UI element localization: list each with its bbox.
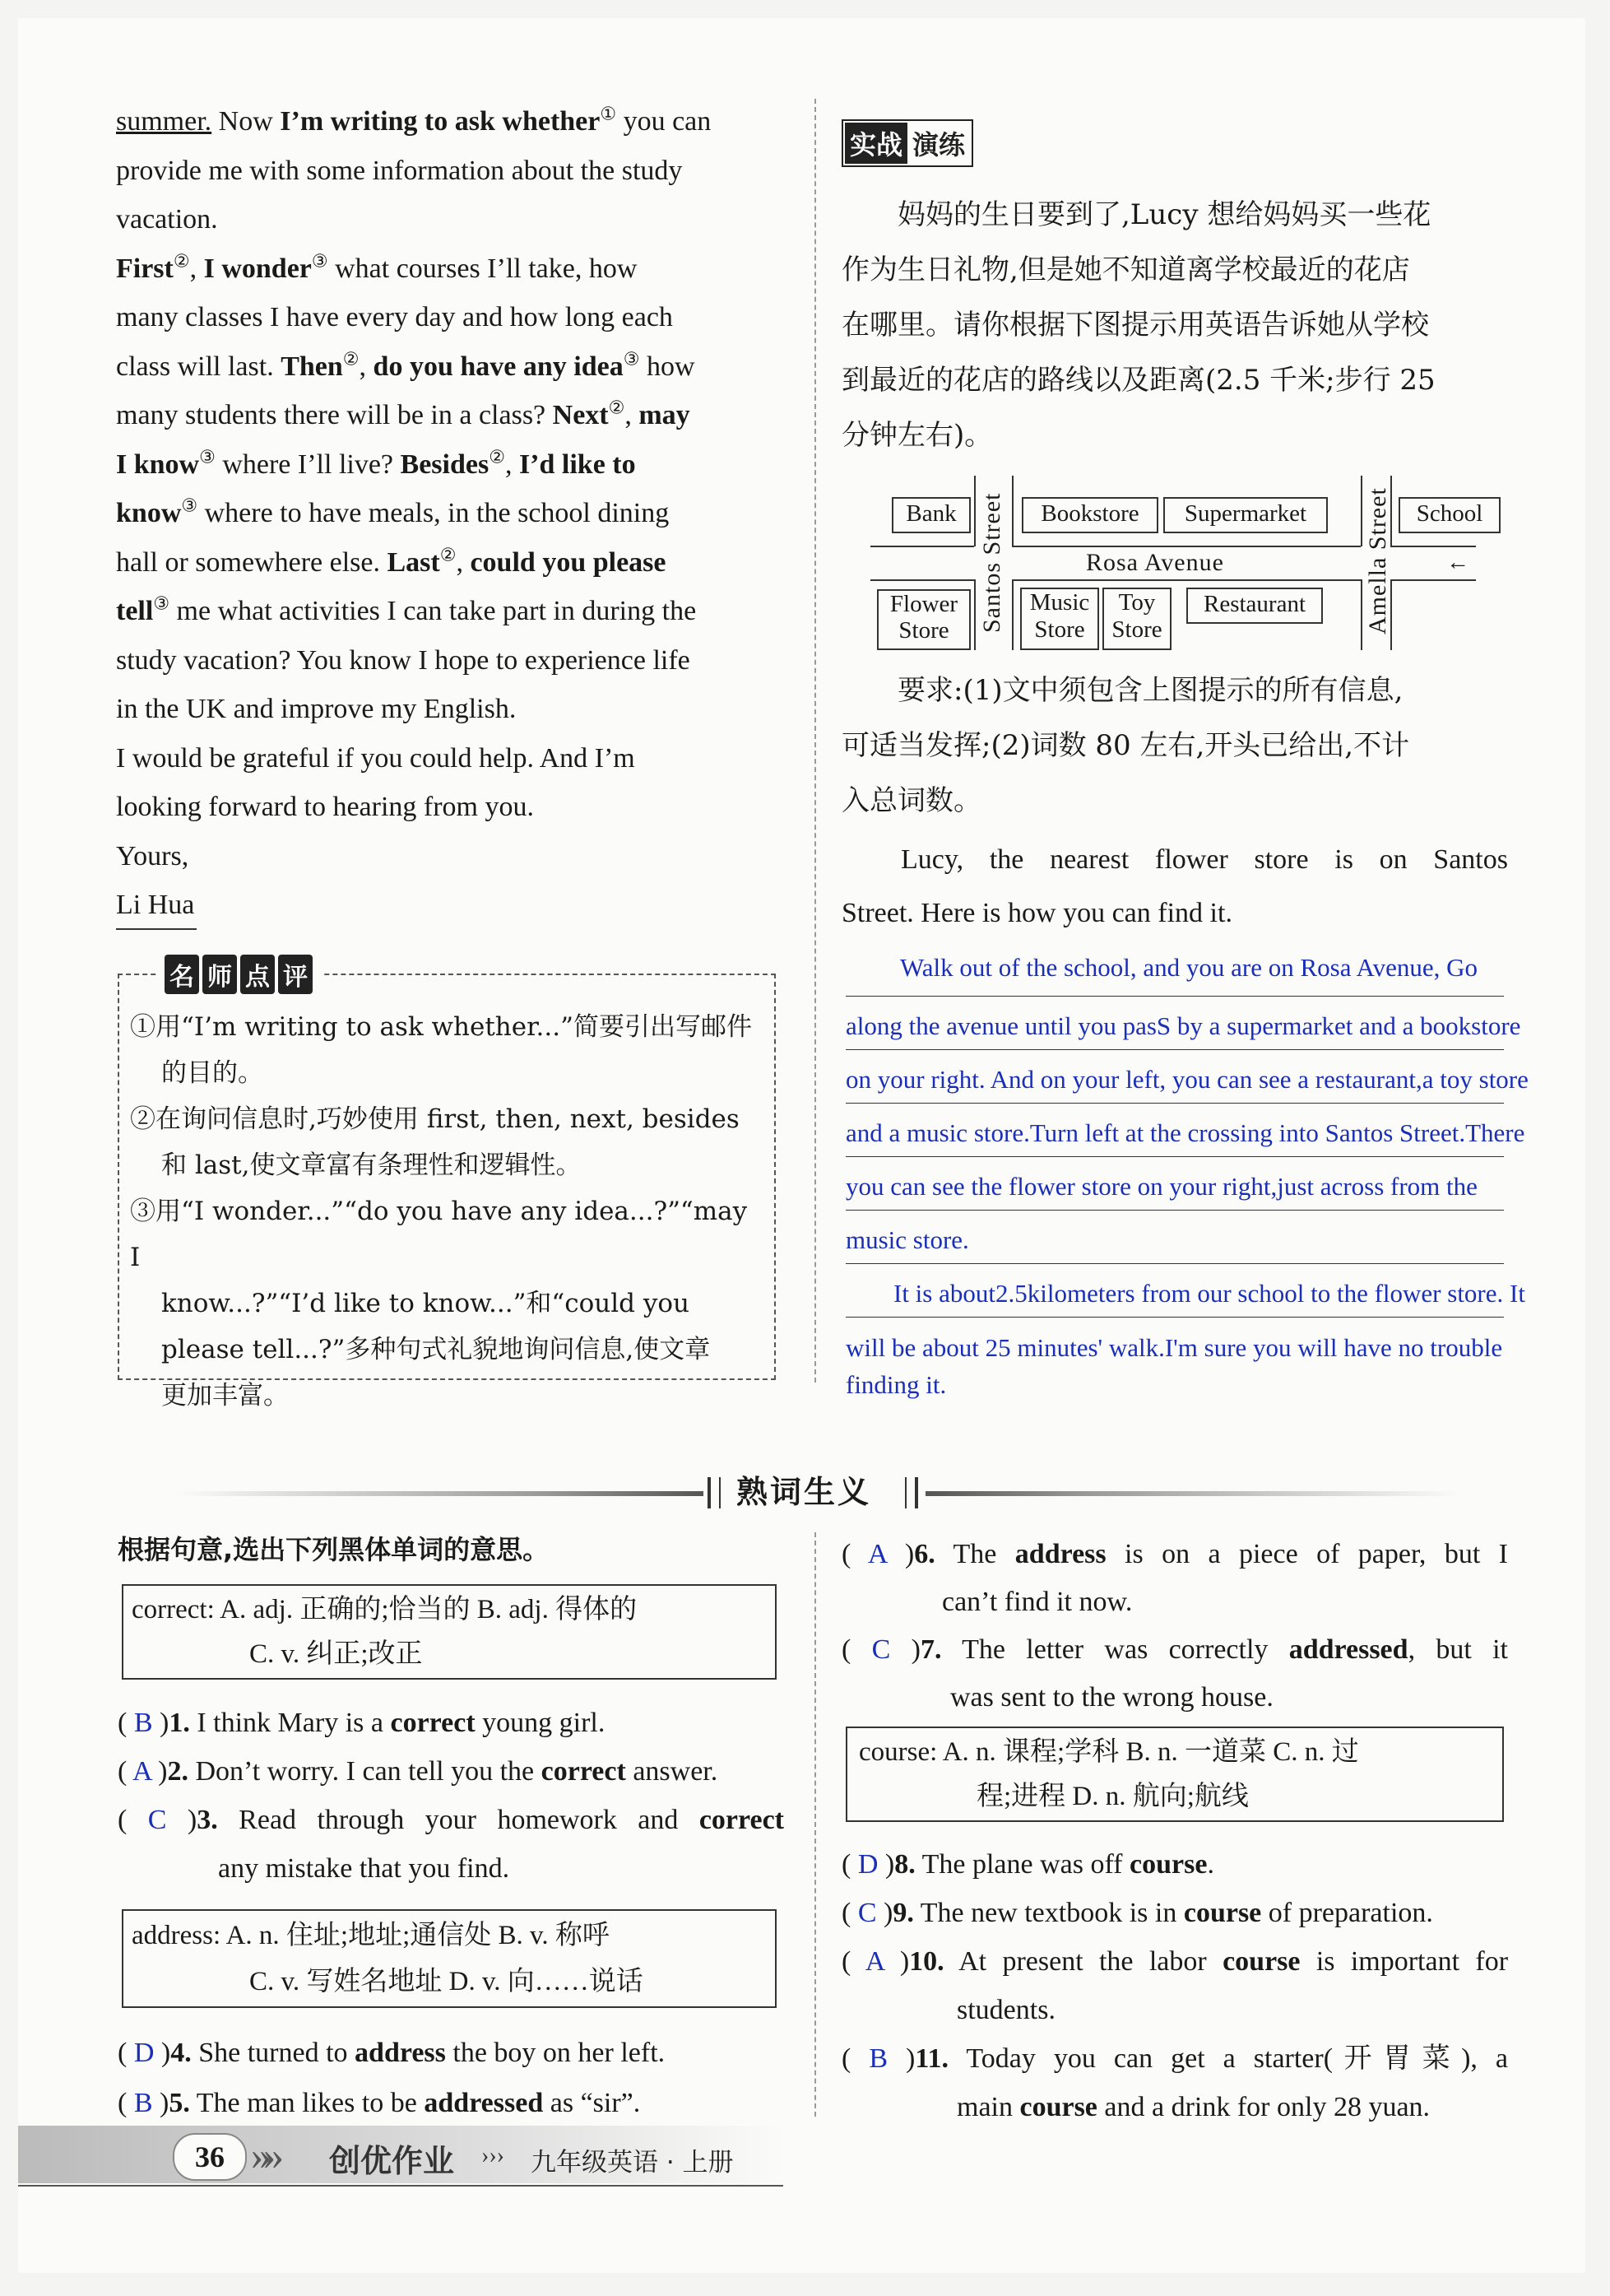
answer-line[interactable]: will be about 25 minutes' walk.I'm sure you will have no trouble bbox=[846, 1333, 1503, 1362]
question-item: ( B )1. I think Mary is a correct young girl. bbox=[118, 1708, 605, 1738]
answer-choice[interactable]: A bbox=[867, 1539, 887, 1569]
practice-prompt bbox=[842, 188, 1508, 463]
answer-choice[interactable]: B bbox=[133, 2088, 153, 2118]
vocab-instruction: 根据句意,选出下列黑体单词的意思。 bbox=[118, 1534, 550, 1565]
footer-chevrons-icon: »» bbox=[251, 2132, 276, 2178]
essay-start bbox=[842, 833, 1508, 940]
question-item: ( A )2. Don’t worry. I can tell you the correct answer. bbox=[118, 1756, 718, 1787]
map-toy-store: Toy Store bbox=[1102, 588, 1172, 650]
vocab-box-line: address: A. n. 住址;地址;通信处 B. v. 称呼 bbox=[132, 1921, 610, 1950]
teacher-note-tags bbox=[156, 955, 324, 994]
letter-line: study vacation? You know I hope to experience life bbox=[116, 644, 690, 676]
section-title: 熟词生义 bbox=[736, 1474, 872, 1510]
vocab-box-line: course: A. n. 课程;学科 B. n. 一道菜 C. n. 过 bbox=[859, 1737, 1359, 1767]
tag-char: 名 bbox=[165, 955, 199, 994]
answer-choice[interactable]: D bbox=[857, 1849, 879, 1880]
prompt-line: 妈妈的生日要到了,Lucy 想给妈妈买一些花 bbox=[898, 198, 1431, 231]
footer-brand: 创优作业 bbox=[329, 2143, 455, 2179]
practice-tag-2: 演练 bbox=[912, 129, 966, 160]
practice-requirements bbox=[842, 663, 1508, 829]
footer-subtitle: 九年级英语 · 上册 bbox=[531, 2148, 734, 2177]
prompt-line: 作为生日礼物,但是她不知道离学校最近的花店 bbox=[842, 253, 1410, 286]
practice-tag-1: 实战 bbox=[845, 123, 907, 164]
letter-line: class will last. Then②, do you have any idea③ how bbox=[116, 348, 695, 382]
answer-line[interactable]: and a music store.Turn left at the crossing into Santos Street.There bbox=[846, 1104, 1504, 1157]
letter-line: looking forward to hearing from you. bbox=[116, 792, 534, 822]
letter-line: provide me with some information about the study bbox=[116, 155, 683, 186]
map-rosa-avenue: Rosa Avenue bbox=[1086, 549, 1224, 576]
vocab-questions-left-2 bbox=[118, 2028, 784, 2128]
answer-choice[interactable]: A bbox=[132, 1756, 151, 1787]
answer-choice[interactable]: C bbox=[147, 1805, 167, 1835]
road-edge bbox=[1390, 579, 1476, 581]
letter-line: I would be grateful if you could help. And I’m bbox=[116, 742, 635, 774]
essay-start-line: Street. Here is how you can find it. bbox=[842, 898, 1232, 928]
note-line: please tell...?”多种句式礼貌地询问信息,使文章 bbox=[161, 1335, 711, 1364]
letter-line: hall or somewhere else. Last②, could you please bbox=[116, 544, 666, 578]
question-cont: was sent to the wrong house. bbox=[950, 1682, 1274, 1713]
vocab-questions-right-2: ( D )8. The plane was off course. ( C )9. The new textbook is in course of preparation. ( A )10. At present the labor course is important for students. ( B )11. Today you can get a starter(开胃菜), a main course and a drink for only 28 yuan. bbox=[842, 1840, 1508, 2131]
answer-line[interactable]: Walk out of the school, and you are on Rosa Avenue, Go bbox=[846, 943, 1504, 997]
answer-choice[interactable]: B bbox=[133, 1708, 153, 1738]
tag-char: 师 bbox=[202, 955, 237, 994]
road-edge bbox=[1390, 546, 1476, 547]
road-edge bbox=[1012, 579, 1361, 581]
section-rule-left bbox=[177, 1491, 703, 1496]
answer-lines bbox=[846, 943, 1529, 1400]
question-item: ( C )9. The new textbook is in course of preparation. bbox=[842, 1898, 1433, 1928]
map-bank: Bank bbox=[892, 497, 971, 533]
vocab-box-line: 程;进程 D. n. 航向;航线 bbox=[977, 1782, 1249, 1811]
vocab-box-line: C. v. 写姓名地址 D. v. 向……说话 bbox=[249, 1967, 643, 1996]
answer-line[interactable]: along the avenue until you pasS by a supermarket and a bookstore bbox=[846, 997, 1504, 1050]
vocab-box-course bbox=[846, 1727, 1504, 1822]
req-line: 入总词数。 bbox=[842, 784, 981, 817]
signature-underline bbox=[116, 928, 197, 930]
question-item: ( C )3. Read through your homework and correct bbox=[118, 1805, 784, 1835]
vocab-questions-left-1 bbox=[118, 1699, 784, 1893]
road-edge bbox=[974, 579, 976, 650]
answer-line[interactable]: finding it. bbox=[846, 1370, 947, 1399]
map-supermarket: Supermarket bbox=[1163, 497, 1328, 533]
answer-choice[interactable]: D bbox=[133, 2038, 155, 2068]
note-line: ①用“I’m writing to ask whether...”简要引出写邮件 bbox=[130, 1012, 752, 1042]
answer-line[interactable]: music store. bbox=[846, 1211, 1504, 1264]
letter-line: know③ where to have meals, in the school dining bbox=[116, 495, 670, 528]
teacher-note-text bbox=[130, 1004, 763, 1419]
vocab-column-divider bbox=[814, 1532, 816, 2117]
answer-choice[interactable]: C bbox=[871, 1634, 891, 1665]
section-bar-icon bbox=[905, 1477, 918, 1508]
page-number: 36 bbox=[173, 2133, 247, 2181]
letter-line: in the UK and improve my English. bbox=[116, 694, 517, 724]
practice-tag bbox=[842, 119, 973, 167]
letter-line: summer. Now I’m writing to ask whether① you can bbox=[116, 103, 712, 137]
tag-char: 点 bbox=[240, 955, 275, 994]
question-item: ( D )4. She turned to address the boy on her left. bbox=[118, 2038, 666, 2068]
question-item: ( B )5. The man likes to be addressed as “sir”. bbox=[118, 2088, 641, 2118]
question-cont: can’t find it now. bbox=[942, 1587, 1133, 1617]
road-edge bbox=[1012, 476, 1014, 546]
letter-line: Li Hua bbox=[116, 890, 195, 920]
vocab-box-line: correct: A. adj. 正确的;恰当的 B. adj. 得体的 bbox=[132, 1595, 638, 1624]
question-item: ( A )10. At present the labor course is important for bbox=[842, 1946, 1509, 1977]
vocab-box-line: C. v. 纠正;改正 bbox=[249, 1639, 423, 1669]
map-amella-street: Amella Street bbox=[1364, 487, 1391, 635]
vocab-box-correct bbox=[122, 1584, 777, 1680]
road-edge bbox=[870, 579, 974, 581]
street-map bbox=[870, 476, 1483, 650]
question-item: ( A )6. The address is on a piece of paper, but I bbox=[842, 1539, 1508, 1569]
road-edge bbox=[974, 476, 976, 546]
note-line: 更加丰富。 bbox=[161, 1381, 289, 1411]
question-item: ( B )11. Today you can get a starter(开胃菜), a bbox=[842, 2043, 1509, 2074]
letter-line: many classes I have every day and how long each bbox=[116, 302, 673, 332]
note-line: know...?”“I’d like to know...”和“could you bbox=[161, 1289, 690, 1318]
direction-arrow-icon: ← bbox=[1446, 550, 1469, 575]
note-line: ③用“I wonder...”“do you have any idea...?”“may I bbox=[130, 1197, 748, 1272]
road-edge bbox=[1012, 546, 1361, 547]
prompt-line: 在哪里。请你根据下图提示用英语告诉她从学校 bbox=[842, 309, 1429, 342]
question-cont: any mistake that you find. bbox=[218, 1853, 510, 1884]
note-line: 的目的。 bbox=[161, 1058, 263, 1088]
map-bookstore: Bookstore bbox=[1022, 497, 1158, 533]
req-line: 要求:(1)文中须包含上图提示的所有信息, bbox=[898, 674, 1404, 707]
letter-line: Yours, bbox=[116, 840, 189, 871]
letter-line: tell③ me what activities I can take part in during the bbox=[116, 593, 697, 626]
note-line: 和 last,使文章富有条理性和逻辑性。 bbox=[161, 1150, 582, 1180]
section-rule-right bbox=[926, 1491, 1460, 1496]
footer-arrows-icon: ››› bbox=[481, 2143, 504, 2168]
answer-line[interactable]: It is about2.5kilometers from our school to the flower store. It bbox=[846, 1264, 1504, 1318]
answer-line[interactable]: on your right. And on your left, you can see a restaurant,a toy store bbox=[846, 1050, 1504, 1104]
essay-start-line: Lucy, the nearest flower store is on Santos bbox=[901, 844, 1508, 875]
map-restaurant: Restaurant bbox=[1186, 588, 1323, 624]
tag-char: 评 bbox=[278, 955, 313, 994]
letter-line: First②, I wonder③ what courses I’ll take, how bbox=[116, 250, 638, 284]
section-bar-icon bbox=[708, 1477, 721, 1508]
req-line: 可适当发挥;(2)词数 80 左右,开头已给出,不计 bbox=[842, 729, 1410, 762]
road-edge bbox=[1012, 579, 1014, 650]
letter-body bbox=[116, 97, 778, 930]
question-item: ( C )7. The letter was correctly addressed, but it bbox=[842, 1634, 1508, 1665]
footer-rule bbox=[18, 2185, 783, 2187]
road-edge bbox=[1361, 579, 1362, 650]
vocab-questions-right-1 bbox=[842, 1531, 1508, 1722]
letter-line: I know③ where I’ll live? Besides②, I’d like to bbox=[116, 446, 636, 480]
vocab-box-address bbox=[122, 1909, 777, 2008]
map-school: School bbox=[1399, 497, 1501, 533]
letter-line: vacation. bbox=[116, 204, 218, 235]
answer-choice[interactable]: B bbox=[869, 2043, 889, 2074]
answer-choice[interactable]: C bbox=[857, 1898, 877, 1928]
column-divider bbox=[814, 99, 816, 1383]
road-edge bbox=[870, 546, 974, 547]
prompt-line: 到最近的花店的路线以及距离(2.5 千米;步行 25 bbox=[842, 364, 1436, 397]
prompt-line: 分钟左右)。 bbox=[842, 419, 993, 452]
answer-choice[interactable]: A bbox=[865, 1946, 884, 1977]
question-item: ( D )8. The plane was off course. bbox=[842, 1849, 1214, 1880]
map-music-store: Music Store bbox=[1020, 588, 1099, 650]
map-santos-street: Santos Street bbox=[978, 492, 1005, 634]
question-cont: students. bbox=[957, 1995, 1056, 2025]
map-flower-store: Flower Store bbox=[877, 589, 971, 650]
road-edge bbox=[1361, 476, 1362, 546]
note-line: ②在询问信息时,巧妙使用 first, then, next, besides bbox=[130, 1104, 740, 1134]
letter-line: many students there will be in a class? Next②, may bbox=[116, 397, 690, 430]
answer-line[interactable]: you can see the flower store on your right,just across from the bbox=[846, 1157, 1504, 1211]
